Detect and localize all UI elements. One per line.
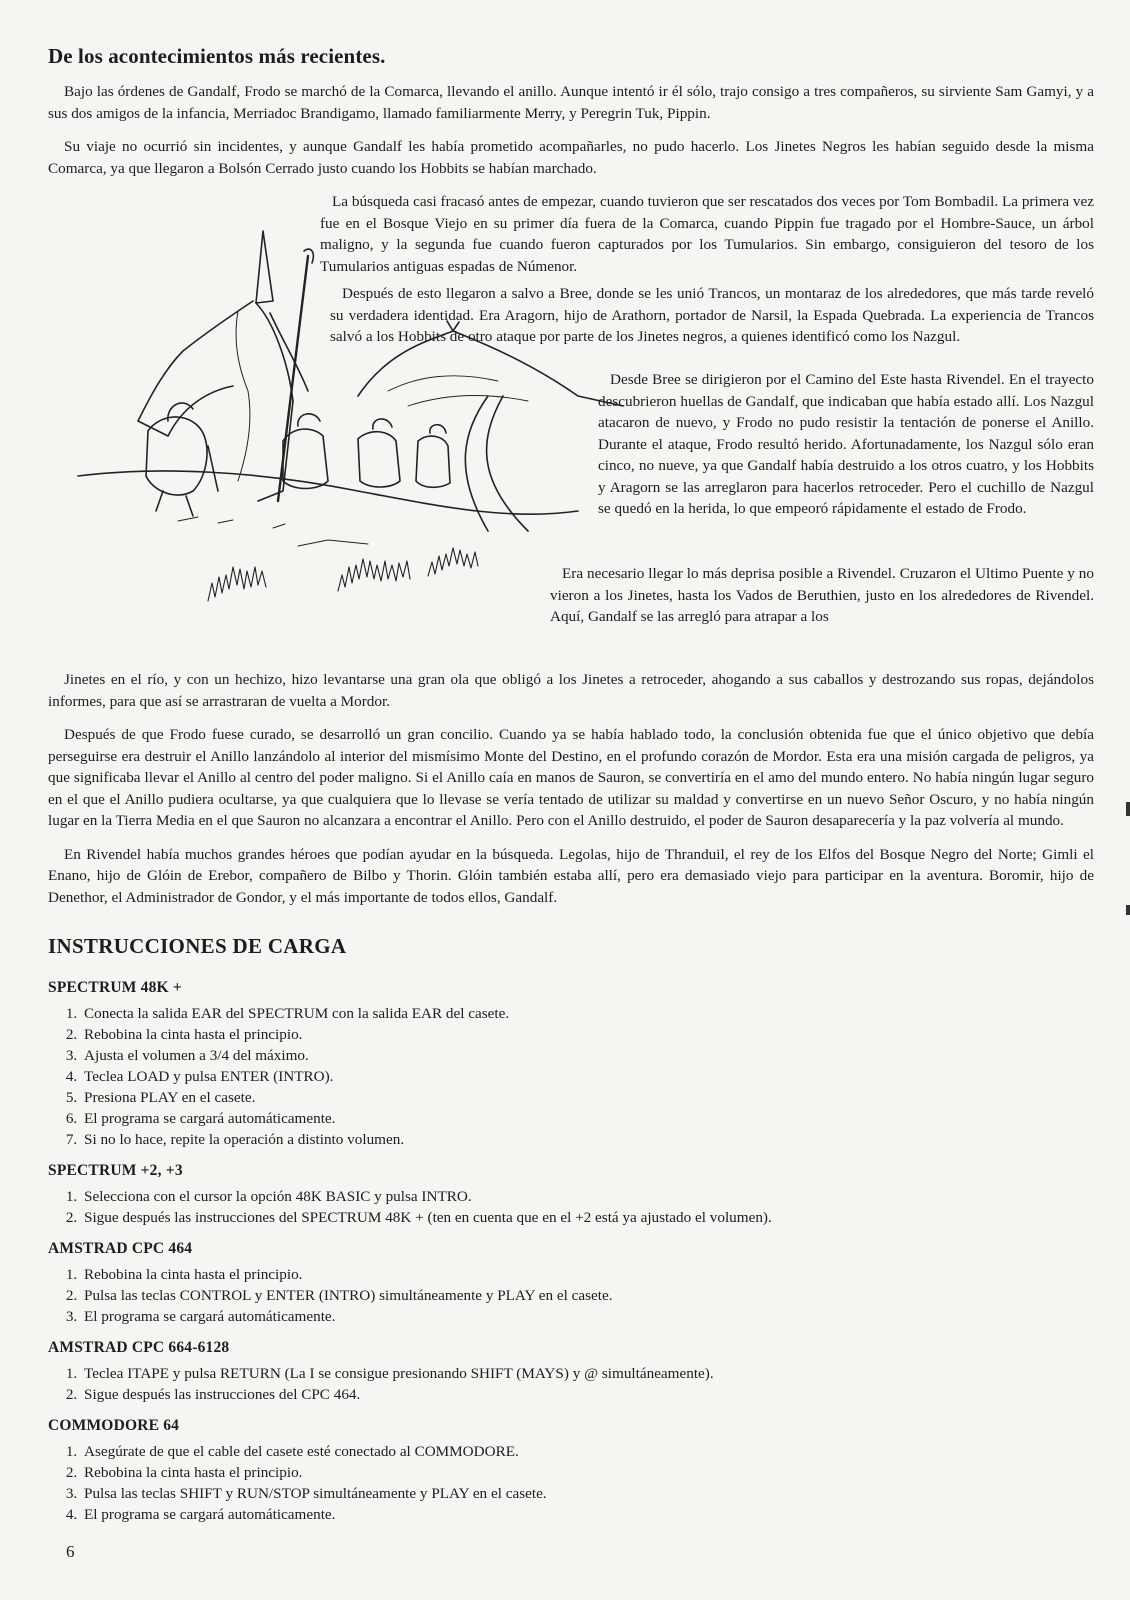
- step-item: 1. Asegúrate de que el cable del casete esté conectado al COMMODORE.: [81, 1441, 1094, 1462]
- step-list: [48, 1003, 1094, 1150]
- history-paragraph-2: Su viaje no ocurrió sin incidentes, y aunque Gandalf les había prometido acompañarles, no pudo hacerlo. Los Jinetes Negros les habían seguido desde la misma Comarca, ya que llegaron a Bolsón Cerrado justo cuando los Hobbits se habían marchado.: [48, 138, 1094, 177]
- step-item: 1. Teclea ITAPE y pulsa RETURN (La I se consigue presionando SHIFT (MAYS) y @ simultáneamente).: [81, 1363, 1094, 1384]
- history-paragraph-8: En Rivendel había muchos grandes héroes que podían ayudar en la búsqueda. Legolas, hijo de Thranduil, el rey de los Elfos del Bosque Negro del Norte; Gimli el Enano, hijo de Glóin de Erebor, compañero de Bilbo y Thorin. Glóin también estaba allí, pero era demasiado viejo para participar en la aventura. Boromir, hijo de Denethor, el Administrador de Gondor, y el más importante de todos ellos, Gandalf.: [48, 845, 1094, 906]
- history-paragraph-5: Desde Bree se dirigieron por el Camino del Este hasta Rivendel. En el trayecto descubrieron huellas de Gandalf, que indicaban que había estado allí. Los Nazgul atacaron de nuevo, y Frodo no pudo resistir la tentación de ponerse el Anillo. Durante el ataque, Frodo resultó herido. Afortunadamente, los Nazgul sólo eran cinco, no nueve, ya que Gandalf había destruido a los otros cuatro, y los Hobbits y Aragorn se las arreglaron para hacerlos retroceder. Pero el cuchillo de Nazgul se quedó en la herida, lo que empeoró rápidamente el estado de Frodo.: [598, 371, 1094, 517]
- step-list: [48, 1264, 1094, 1327]
- step-item: 2. Rebobina la cinta hasta el principio.: [81, 1024, 1094, 1045]
- history-paragraph-4: Después de esto llegaron a salvo a Bree, donde se les unió Trancos, un montaraz de los alrededores, que más tarde reveló su verdadera identidad. Era Aragorn, hijo de Arathorn, portador de Narsil, la Espada Quebrada. La experiencia de Trancos salvó a los Hobbits de otro ataque por parte de los Jinetes negros, a quienes identificó como los Nazgul.: [330, 285, 1094, 345]
- history-paragraph-6-tail: Jinetes en el río, y con un hechizo, hizo levantarse una gran ola que obligó a los Jinetes a retroceder, ahogando a sus caballos y destrozando sus ropas, dejándolos informes, para que así se arrastraran de vuelta a Mordor.: [48, 671, 1094, 710]
- step-item: 1. Selecciona con el cursor la opción 48K BASIC y pulsa INTRO.: [81, 1186, 1094, 1207]
- section-amstrad-cpc-664-6128: [48, 1339, 1094, 1405]
- step-item: 1. Rebobina la cinta hasta el principio.: [81, 1264, 1094, 1285]
- platform-heading: AMSTRAD CPC 464: [48, 1240, 193, 1257]
- step-item: 1. Conecta la salida EAR del SPECTRUM con la salida EAR del casete.: [81, 1003, 1094, 1024]
- illustrated-section: [48, 191, 1094, 669]
- step-item: 2. Rebobina la cinta hasta el principio.: [81, 1462, 1094, 1483]
- step-item: 2. Sigue después las instrucciones del SPECTRUM 48K + (ten en cuenta que en el +2 está ya ajustado el volumen).: [81, 1207, 1094, 1228]
- step-item: 4. El programa se cargará automáticamente.: [81, 1504, 1094, 1525]
- scan-edge-mark: [1126, 802, 1130, 816]
- history-paragraph-3: La búsqueda casi fracasó antes de empezar, cuando tuvieron que ser rescatados dos veces por Tom Bombadil. La primera vez fue en el Bosque Viejo en su primer día fuera de la Comarca, cuando Pippin fue tragado por el Hombre-Sauce, un árbol maligno, y la segunda fue cuando fueron capturados por los Tumularios. Sin embargo, consiguieron del tesoro de los Tumularios antiguas espadas de Númenor.: [320, 193, 1094, 275]
- page-number: 6: [66, 1542, 75, 1561]
- step-item: 3. Ajusta el volumen a 3/4 del máximo.: [81, 1045, 1094, 1066]
- history-paragraph-7: Después de que Frodo fuese curado, se desarrolló un gran concilio. Cuando ya se había hablado todo, la conclusión obtenida fue que el único objetivo que debía perseguirse era destruir el Anillo lanzándolo al interior del mismísimo Monte del Destino, en el profundo corazón de Mordor. Esta era una misión cargada de peligros, ya que significaba llevar el Anillo al centro del poder maligno. Si el Anillo caía en manos de Sauron, se convertiría en el amo del mundo entero. No había ningún lugar seguro en el que el Anillo pudiera ocultarse, ya que cualquiera que lo llevase se vería tentado de utilizar su maldad y convertirse en un nuevo Señor Oscuro, y no había ningún lugar en la Tierra Media en el que Sauron no alcanzara a encontrar el Anillo. Pero con el Anillo destruido, el poder de Sauron desaparecería y la paz volvería al mundo.: [48, 726, 1094, 829]
- scan-edge-mark: [1126, 905, 1130, 915]
- section-spectrum-48k: [48, 979, 1094, 1150]
- step-item: 4. Teclea LOAD y pulsa ENTER (INTRO).: [81, 1066, 1094, 1087]
- history-paragraph-1: Bajo las órdenes de Gandalf, Frodo se marchó de la Comarca, llevando el anillo. Aunque intentó ir él sólo, trajo consigo a tres compañeros, su sirviente Sam Gamyi, y a sus dos amigos de la infancia, Merriadoc Brandigamo, llamado familiarmente Merry, y Peregrin Tuk, Pippin.: [48, 83, 1094, 122]
- platform-heading: SPECTRUM 48K +: [48, 979, 182, 996]
- history-title: De los acontecimientos más recientes.: [48, 44, 386, 68]
- step-list: [48, 1363, 1094, 1405]
- step-item: 6. El programa se cargará automáticamente.: [81, 1108, 1094, 1129]
- step-list: [48, 1186, 1094, 1228]
- step-item: 2. Pulsa las teclas CONTROL y ENTER (INTRO) simultáneamente y PLAY en el casete.: [81, 1285, 1094, 1306]
- section-amstrad-cpc-464: [48, 1240, 1094, 1327]
- section-commodore-64: [48, 1417, 1094, 1525]
- step-item: 3. El programa se cargará automáticamente.: [81, 1306, 1094, 1327]
- step-item: 2. Sigue después las instrucciones del CPC 464.: [81, 1384, 1094, 1405]
- step-item: 5. Presiona PLAY en el casete.: [81, 1087, 1094, 1108]
- platform-heading: AMSTRAD CPC 664-6128: [48, 1339, 230, 1356]
- page-content: [48, 44, 1094, 1525]
- loading-title: INSTRUCCIONES DE CARGA: [48, 934, 347, 958]
- platform-heading: COMMODORE 64: [48, 1417, 180, 1434]
- step-item: 7. Si no lo hace, repite la operación a distinto volumen.: [81, 1129, 1094, 1150]
- step-item: 3. Pulsa las teclas SHIFT y RUN/STOP simultáneamente y PLAY en el casete.: [81, 1483, 1094, 1504]
- section-spectrum-plus2-plus3: [48, 1162, 1094, 1228]
- platform-heading: SPECTRUM +2, +3: [48, 1162, 183, 1179]
- step-list: [48, 1441, 1094, 1525]
- history-paragraph-6-head: Era necesario llegar lo más deprisa posible a Rivendel. Cruzaron el Ultimo Puente y no vieron a los Jinetes, hasta los Vados de Beruthien, justo en los alrededores de Rivendel. Aquí, Gandalf se las arregló para atrapar a los: [550, 565, 1094, 625]
